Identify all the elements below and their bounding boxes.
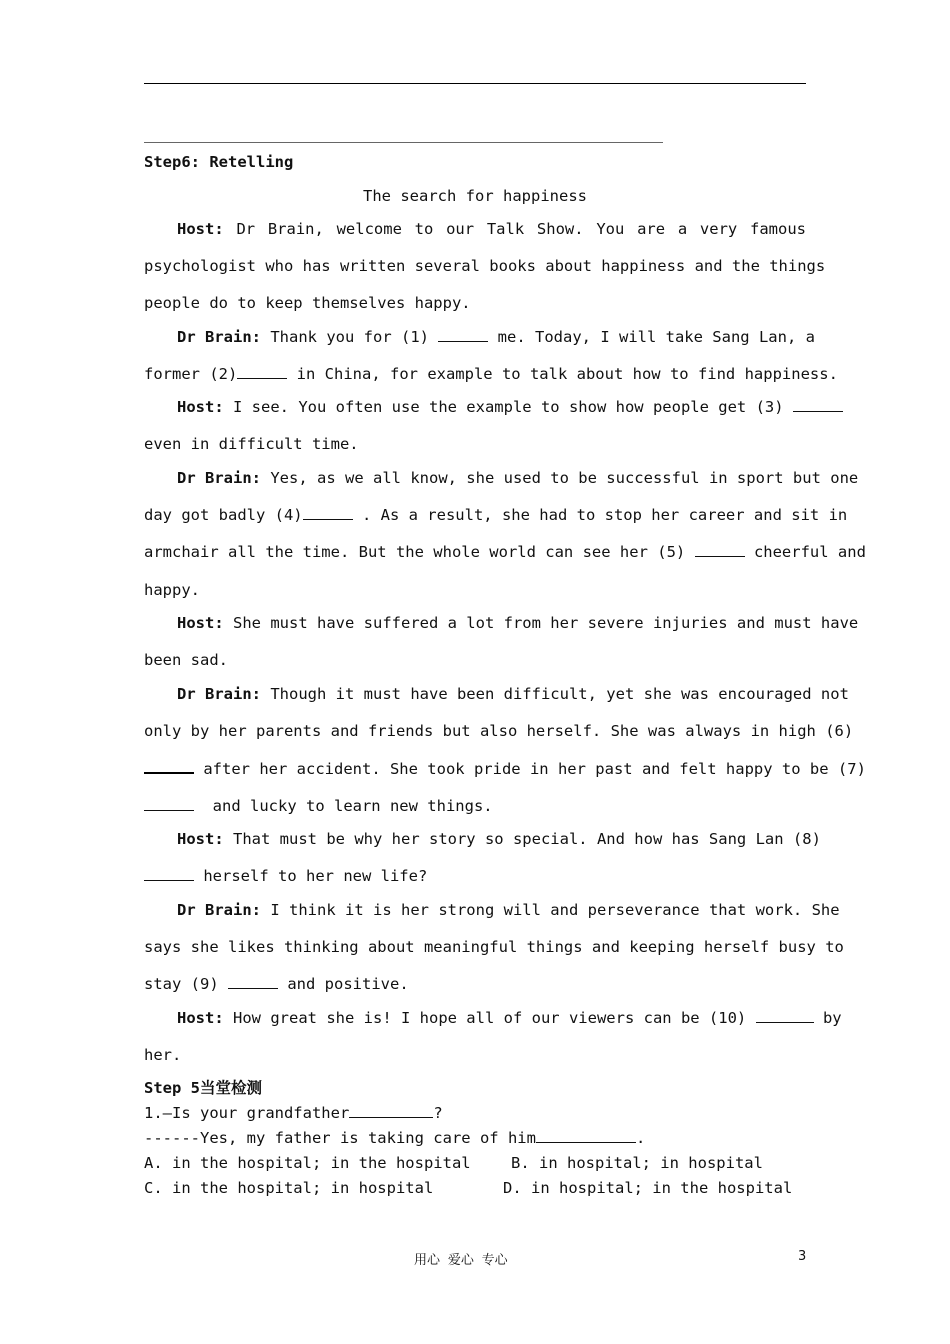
q1-stem2: ------Yes, my father is taking care of him .	[144, 1129, 646, 1147]
q1-blank-1	[349, 1103, 433, 1118]
q1-blank-2	[536, 1128, 636, 1143]
p4-line2: day got badly (4) . As a result, she had to stop her career and sit in	[144, 506, 848, 524]
p1-line3: people do to keep themselves happy.	[144, 294, 471, 312]
header-rule	[144, 83, 806, 84]
p7-line1: Host: That must be why her story so special. And how has Sang Lan (8)	[177, 830, 821, 848]
blank-4	[303, 505, 353, 520]
blank-9	[228, 974, 278, 989]
p8-line2: says she likes thinking about meaningful things and keeping herself busy to	[144, 938, 844, 956]
page-number: 3	[798, 1249, 807, 1264]
p2-line1: Dr Brain: Thank you for (1) me. Today, I will take Sang Lan, a	[177, 328, 815, 346]
blank-1	[438, 327, 488, 342]
p6-line2: only by her parents and friends but also herself. She was always in high (6)	[144, 722, 854, 740]
p5-line2: been sad.	[144, 651, 228, 669]
p4-line1: Dr Brain: Yes, as we all know, she used to be successful in sport but one	[177, 469, 859, 487]
q1-option-b: B. in hospital; in hospital	[511, 1154, 763, 1172]
blank-5	[695, 542, 745, 557]
q1-option-c: C. in the hospital; in hospital	[144, 1179, 434, 1197]
p5-line1: Host: She must have suffered a lot from her severe injuries and must have	[177, 614, 859, 632]
p1-line2: psychologist who has written several books about happiness and the things	[144, 257, 826, 275]
p1-line1: Host: Dr Brain, welcome to our Talk Show. You are a very famous	[177, 220, 806, 238]
step5-heading: Step 5当堂检测	[144, 1079, 262, 1097]
speaker-host: Host:	[177, 220, 224, 238]
p7-line2: herself to her new life?	[144, 866, 806, 886]
p8-line3: stay (9) and positive.	[144, 975, 409, 993]
p6-line4: and lucky to learn new things.	[144, 796, 806, 816]
q1-option-d: D. in hospital; in the hospital	[503, 1179, 793, 1197]
p4-line4: happy.	[144, 581, 200, 599]
blank-2	[237, 364, 287, 379]
speaker-dr-brain: Dr Brain:	[177, 328, 261, 346]
p4-line3: armchair all the time. But the whole world can see her (5) cheerful and	[144, 543, 866, 561]
blank-10	[756, 1008, 814, 1023]
q1-option-a: A. in the hospital; in the hospital	[144, 1154, 471, 1172]
p8-line1: Dr Brain: I think it is her strong will and perseverance that work. She	[177, 901, 840, 919]
p6-line3: after her accident. She took pride in her past and felt happy to be (7)	[144, 758, 806, 779]
p9-line1: Host: How great she is! I hope all of our viewers can be (10) by	[177, 1009, 842, 1027]
step6-heading: Step6: Retelling	[144, 153, 294, 171]
page-footer: 用心 爱心 专心	[414, 1253, 508, 1268]
p2-line2: former (2) in China, for example to talk about how to find happiness.	[144, 365, 838, 383]
p3-line1: Host: I see. You often use the example to show how people get (3)	[144, 397, 806, 417]
p3-line2: even in difficult time.	[144, 435, 359, 453]
passage-title: The search for happiness	[363, 187, 587, 205]
blank-7	[144, 796, 194, 811]
blank-6	[144, 758, 194, 774]
q1-stem: 1.—Is your grandfather ?	[144, 1104, 443, 1122]
p6-line1: Dr Brain: Though it must have been difficult, yet she was encouraged not	[177, 685, 849, 703]
p9-line2: her.	[144, 1046, 182, 1064]
blank-8	[144, 866, 194, 881]
section-divider	[144, 142, 663, 143]
blank-3	[793, 397, 843, 412]
